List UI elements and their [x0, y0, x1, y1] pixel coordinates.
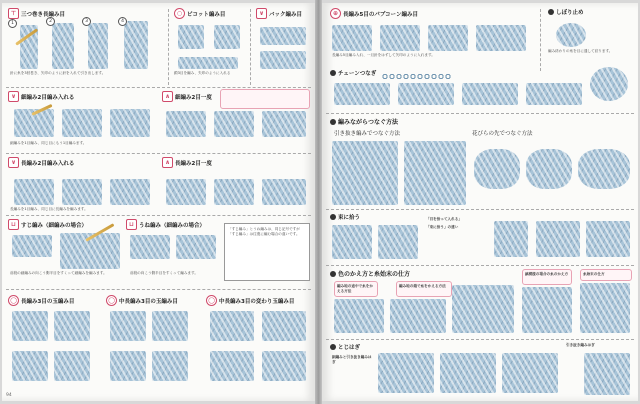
stitch-illustration — [12, 311, 48, 341]
stitch-illustration — [52, 23, 74, 69]
step-number: 1 — [8, 19, 17, 28]
stitch-illustration — [62, 109, 102, 137]
left-page — [2, 3, 315, 401]
sc-two-tog-title: ∧ 細編み2目一度 — [162, 91, 212, 102]
hdc3-puff-title: ◯ 中長編み3目の玉編み目 — [106, 295, 178, 306]
stitch-illustration — [12, 235, 52, 257]
stitch-illustration — [166, 111, 206, 137]
popcorn-title: ⊕ 長編み5目のパプコーン編み目 — [330, 8, 418, 19]
stitch-illustration — [476, 25, 526, 51]
hdc3-puff-var-title: ◯ 中長編み3目の変わり玉編み目 — [206, 295, 294, 306]
slip-join-title: 引き抜き編みでつなぐ方法 — [334, 131, 401, 137]
color-change-title: 色のかえ方と糸始末の仕方 — [330, 269, 410, 278]
stitch-symbol-icon: ∨ — [8, 91, 19, 102]
stitch-illustration — [54, 311, 90, 341]
stitch-symbol-icon: ⊔ — [126, 219, 137, 230]
caption: 長編みを1目編み、同じ目に長編みを編みます。 — [10, 207, 88, 211]
stitch-illustration — [54, 351, 90, 381]
stitch-illustration — [214, 111, 254, 137]
stitch-illustration — [214, 179, 254, 205]
dc3-puff-title: ◯ 長編み3目の玉編み目 — [8, 295, 74, 306]
stitch-symbol-icon: ◯ — [206, 295, 217, 306]
striped-label: 縞模様の場合の糸のかえ方 — [522, 269, 572, 285]
stitch-illustration — [334, 83, 390, 105]
slip-seam-title: 引き抜き編みはぎ — [566, 343, 595, 347]
stitch-illustration — [214, 25, 240, 49]
caption: 前段の細編みの向こう側半目をすくって細編みを編みます。 — [10, 271, 107, 275]
stitch-illustration — [260, 27, 306, 45]
caption: 細編みを1目編み、同じ目にもう1目編みます。 — [10, 141, 87, 145]
mitsumaki-title: ⊤ 三つ巻き長編み目 — [8, 8, 65, 19]
stitch-illustration — [590, 67, 628, 101]
stitch-illustration — [110, 109, 150, 137]
stitch-illustration — [404, 141, 466, 205]
stitch-illustration — [262, 351, 306, 381]
stitch-illustration — [262, 179, 306, 205]
stitch-illustration — [262, 311, 306, 341]
suji-title: ⊔ すじ編み（細編みの場合） — [8, 219, 87, 230]
stitch-illustration — [332, 141, 398, 205]
chain-illustration — [382, 73, 452, 80]
stitch-illustration — [88, 23, 108, 69]
stitch-illustration — [390, 299, 446, 333]
stitch-illustration — [378, 225, 418, 259]
stitch-illustration — [378, 353, 434, 393]
sc-slip-seam-title: 細編みと引き抜き編みはぎ — [332, 355, 372, 364]
step-number: 3 — [82, 17, 91, 26]
stitch-illustration — [526, 83, 582, 105]
divider — [540, 9, 541, 71]
divider — [250, 9, 251, 85]
stitch-illustration — [110, 311, 146, 341]
stitch-illustration — [440, 353, 496, 393]
stitch-illustration — [178, 57, 238, 69]
stitch-illustration — [536, 221, 580, 257]
stitch-illustration — [580, 283, 630, 333]
thread-end-label: 糸始末の仕方 — [580, 269, 632, 281]
divider — [6, 153, 311, 154]
join-while-title: 編みながらつなぐ方法 — [330, 117, 398, 126]
sc-two-in-title: ∨ 細編み2目編み入れる — [8, 91, 74, 102]
stitch-illustration — [428, 25, 468, 51]
dc-two-tog-title: ∧ 長編み2目一度 — [162, 157, 212, 168]
divider — [326, 113, 634, 114]
stitch-illustration — [398, 83, 454, 105]
divider — [326, 339, 634, 340]
stitch-illustration — [332, 25, 372, 51]
stitch-symbol-icon: ○ — [174, 8, 185, 19]
stitch-illustration — [178, 25, 204, 49]
stitch-illustration — [130, 235, 170, 259]
page-number: 94 — [6, 393, 12, 398]
stitch-symbol-icon: ⊤ — [8, 8, 19, 19]
bundle-note-b: 「束に拾う」の違い — [426, 225, 459, 229]
stitch-illustration — [380, 25, 420, 51]
divider — [6, 87, 311, 88]
stitch-symbol-icon: ⊕ — [330, 8, 341, 19]
stitch-illustration — [462, 83, 518, 105]
stitch-symbol-icon: ⊔ — [8, 219, 19, 230]
divider — [326, 265, 634, 266]
stitch-symbol-icon: ∨ — [256, 8, 267, 19]
right-page — [322, 3, 638, 401]
step-number: 4 — [118, 17, 127, 26]
stitch-illustration — [260, 51, 306, 69]
step-number: 2 — [46, 17, 55, 26]
back-title: ∨ バック編み目 — [256, 8, 302, 19]
caption: 針に糸を3回巻き、矢印のように針を入れて引き出します。 — [10, 71, 106, 75]
caption: 編み終わりの糸を目に通して絞ります。 — [548, 49, 613, 53]
shibori-title: しぼり止め — [548, 8, 584, 16]
stitch-symbol-icon: ◯ — [8, 295, 19, 306]
stitch-illustration — [62, 179, 102, 205]
bullet-icon — [330, 214, 336, 220]
divider — [6, 289, 311, 290]
stitch-symbol-icon: ◯ — [106, 295, 117, 306]
stitch-illustration — [14, 179, 54, 205]
stitch-illustration — [210, 351, 254, 381]
stitch-symbol-icon: ∧ — [162, 91, 173, 102]
chain-join-title: チェーンつなぎ — [330, 69, 376, 77]
stitch-illustration — [334, 299, 384, 333]
stitch-illustration — [556, 23, 586, 47]
stitch-illustration — [474, 149, 520, 189]
stitch-illustration — [494, 221, 528, 257]
stitch-illustration — [176, 235, 216, 259]
stitch-illustration — [124, 21, 148, 69]
caption: 長編み5目編み入れ、一旦針をはずして矢印のように入れます。 — [332, 53, 435, 57]
stitch-illustration — [166, 179, 206, 205]
stitch-illustration — [210, 311, 254, 341]
stitch-illustration — [152, 311, 188, 341]
stitch-illustration — [502, 353, 558, 393]
divider — [6, 215, 311, 216]
note-text: 「すじ編み」とうね編みは、同じ記号ですが「すじ編み」は往復に編む場合の違いです。 — [228, 227, 300, 236]
stitch-illustration — [12, 351, 48, 381]
une-title: ⊔ うね編み（細編みの場合） — [126, 219, 205, 230]
stitch-illustration — [152, 351, 188, 381]
stitch-illustration — [586, 221, 630, 257]
stitch-illustration — [110, 351, 146, 381]
bundle-title: 束に拾う — [330, 213, 360, 221]
stitch-illustration — [526, 149, 572, 189]
bullet-icon — [330, 70, 336, 76]
book-gutter — [315, 0, 322, 404]
divider — [168, 9, 169, 85]
bullet-icon — [330, 344, 336, 350]
tojihagi-title: とじはぎ — [330, 343, 360, 351]
stitch-illustration — [522, 287, 572, 333]
bullet-icon — [548, 9, 554, 15]
stitch-illustration — [452, 285, 514, 333]
caption: 前段の向こう側半目をすくって編みます。 — [130, 271, 198, 275]
stitch-illustration — [262, 111, 306, 137]
stitch-illustration — [578, 149, 630, 189]
note-box — [224, 223, 310, 281]
flower-join-title: 花びらの先でつなぐ方法 — [472, 131, 533, 137]
color-mid-row-label: 編み地の途中で糸をかえる方法 — [334, 281, 378, 297]
note-box — [220, 89, 310, 109]
dc-two-in-title: ∨ 長編み2目編み入れる — [8, 157, 74, 168]
bullet-icon — [330, 119, 336, 125]
bundle-note-a: 「目を拾って入れる」 — [426, 217, 462, 221]
stitch-illustration — [332, 225, 372, 259]
stitch-illustration — [110, 179, 150, 205]
color-row-end-label: 編み地の端で糸をかえる方法 — [396, 281, 452, 297]
picot-title: ○ ピコット編み目 — [174, 8, 225, 19]
stitch-symbol-icon: ∧ — [162, 157, 173, 168]
bullet-icon — [330, 271, 336, 277]
caption: 鎖3目を編み、矢印のように入れる — [174, 71, 231, 75]
divider — [326, 209, 634, 210]
stitch-symbol-icon: ∨ — [8, 157, 19, 168]
stitch-illustration — [584, 353, 630, 395]
